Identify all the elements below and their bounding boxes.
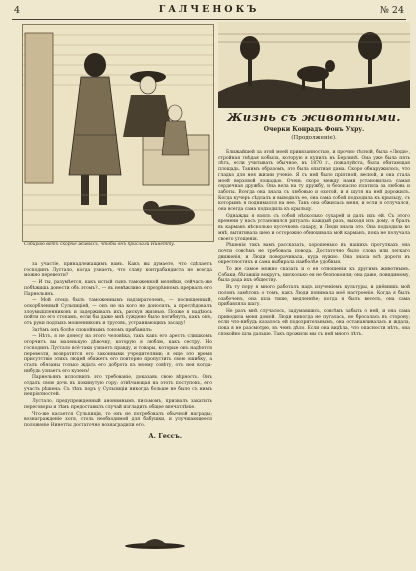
- article-title: Жизнь съ животными.: [227, 110, 401, 124]
- story-illustration: [22, 24, 214, 242]
- left-column: [24, 262, 212, 440]
- article-subtitle: Очерки Конрадъ Фонъ Ухру.: [263, 126, 365, 133]
- right-column: [218, 150, 410, 339]
- header-rule: [12, 19, 406, 20]
- left-paragraph: Что-же касается Сульпиціи, то онъ не потребовалъ обычной награды; вознагражденіе хотя, столь необходимой для бабушки, и улучшающееся положеніе Нинетты достаточно вознаградили его.: [24, 411, 212, 428]
- left-paragraph: — И ты, разумѣется, какъ истый сынъ таможенной мелейки, сейчасъ-же побѣжишь донести объ этомъ?.. — въ невѣжливо и презрѣнномъ прервалъ его Парнельянъ.: [24, 280, 212, 297]
- continuation-note: (Продолженіе).: [291, 135, 337, 141]
- right-paragraph: Ближайшей за этой моей привязанностью, и прочно тѣсной, была «Люди», стройная гнѣдая кобыла, которую я купилъ въ Берлинѣ. Она уже была пять лѣтъ, если учитывать обычное, въ 1870 г., пожалуйста, была обитающая площадь. Такимъ образомъ, это была опытная дама. Скоро обнаружилось, что гладко для нея жизни ученіе. Я съ ней было пріятной, весной, и она стала моей верховой лошадью. Очень скоро между нами установилась самая сердечная дружба. Она вела на ту дружбу, и безопасно платила за любовь и заботы. Всегда она знала съ любовью и охотой, и я шутя на ней дорожилъ. Когда кучеръ сѣдлалъ и выводилъ ее, она сама собой подходила къ крыльцу, съ которымъ я поднимался на нее. Такъ она обжилась меня, и если я отлучался, она всегда сама подходила къ крыльцу.: [218, 150, 410, 213]
- author-signature: А. Гессъ.: [148, 431, 182, 440]
- running-header: [14, 4, 404, 18]
- left-paragraph: за участіе, принадлежащимъ вамъ. Какъ вы думаете, что сдѣлаетъ господинъ Лустало, когда узнаетъ, что славу контрабандиста не всегда можно перевезти?: [24, 262, 212, 279]
- page-number: 4: [14, 5, 21, 16]
- hat-ornament-icon: [120, 534, 190, 550]
- illustration-drawing: [23, 25, 213, 241]
- left-paragraph: Парнельянъ исполнилъ это требованіе, доказавъ свою вѣрность. Онъ отдалъ свою дочь въ покинутую гору: отвѣчающая на этотъ поступокъ, его участь рѣшена. Съ тѣхъ поръ у Сульпиціи никогда больше не было съ нимъ непріятностей.: [24, 375, 212, 398]
- right-paragraph: Въ ту пору я много работалъ надъ изученіемъ культуры, и днёвникъ мой полонъ замѣтокъ о томъ, какъ Люди понимала моё настроеніе. Когда я былъ озабоченъ, она шла тише, медленнѣе; когда я былъ веселъ, она сама прибавляла шагу.: [218, 285, 410, 308]
- right-paragraph: Не разъ мнѣ случалось, задумавшись, совсѣмъ забыть о ней, и она сама приводила меня домой. Люди никогда не пугалась, не бросалась въ сторону; если что-нибудь казалось ей подозрительнымъ, она останавливалась и ждала, пока я не разсмотрю, въ чемъ дѣло. Если она видѣла, что опасности нѣтъ, она спокойно шла дальше. Такъ прожили мы съ ней много лѣтъ.: [218, 308, 410, 337]
- left-paragraph: — Нѣтъ, я не донесу на этого человѣка, такъ какъ его арестъ слишкомъ огорчитъ вы маленькую дѣвочку, которую я люблю, какъ сестру. Но господинъ Лустало всё-таки узнаетъ правду, и товары, которые онъ надѣется перевезти, возвратятся его законными учредителями; я еще это время присутствіе этихъ людей обяжетъ его повторно пропустить свою ошибку, а сталъ обязаны только ждать его доброта къ моему совѣту, отъ нея когда-нибудь узнаетъ его кузенъ!: [24, 334, 212, 374]
- right-paragraph: Однажды я взялъ съ собой нѣсколько сухарей и далъ ихъ ей. Съ этого времени у насъ установился ритуалъ: каждый разъ, выходя изъ дому, я бралъ въ карманъ нѣсколько кусочковъ сахару, и Люди знала это. Она подходила ко мнѣ, вытягивала шею и осторожно обнюхивала мой карманъ, пока не получала своего угощенія.: [218, 213, 410, 242]
- illustration-caption: Собираю вотъ скорѣе живыхъ, чтобы онъ прислали Нинетту.: [24, 242, 176, 247]
- article-header-banner: [218, 22, 410, 108]
- right-paragraph: Рѣшенія такъ вамъ рассказать, хорошенько въ нашихъ прогулкахъ она почти совсѣмъ не требовала повода. Достаточно было слова или легкаго движенія, и Люди поворачивала, куда нужно. Она знала всѣ дороги въ окрестностяхъ и сама выбирала наиболѣе удобныя.: [218, 243, 410, 266]
- left-paragraph: — Мой отецъ былъ таможеннымъ надзирателемъ, — посвященный, оскорбленный Сульпиціей, — онъ не на кого не доносилъ, а преслѣдовалъ злоумышленниковъ и задерживалъ ихъ, рискуя жизнью. Позже я надѣюсь пойти по его стопамъ, если бы даже мнѣ суждено было погибнуть, какъ онъ, отъ руки подлыхъ мошенниковъ и трусовъ, устраивающихъ засаду!: [24, 298, 212, 327]
- magazine-title: ГАЛЧЕНОКЪ: [158, 4, 260, 15]
- issue-number: № 24: [379, 5, 404, 16]
- right-paragraph: То же самое можно сказать и о ея отношеніи къ другимъ животнымъ. Собаки, бѣгавшія вокругъ, нисколько ея не безпокоили; она даже, повидимому, была рада ихъ обществу.: [218, 267, 410, 284]
- left-paragraph: Затѣмъ онъ болѣе спокойнымъ тономъ прибавилъ:: [32, 327, 153, 333]
- left-paragraph: Лустало, предупрежденный анонимнымъ письмомъ, призвалъ закатить переговоры и тѣмъ предоставилъ случай изгладить общее впечатлѣніе.: [24, 399, 212, 410]
